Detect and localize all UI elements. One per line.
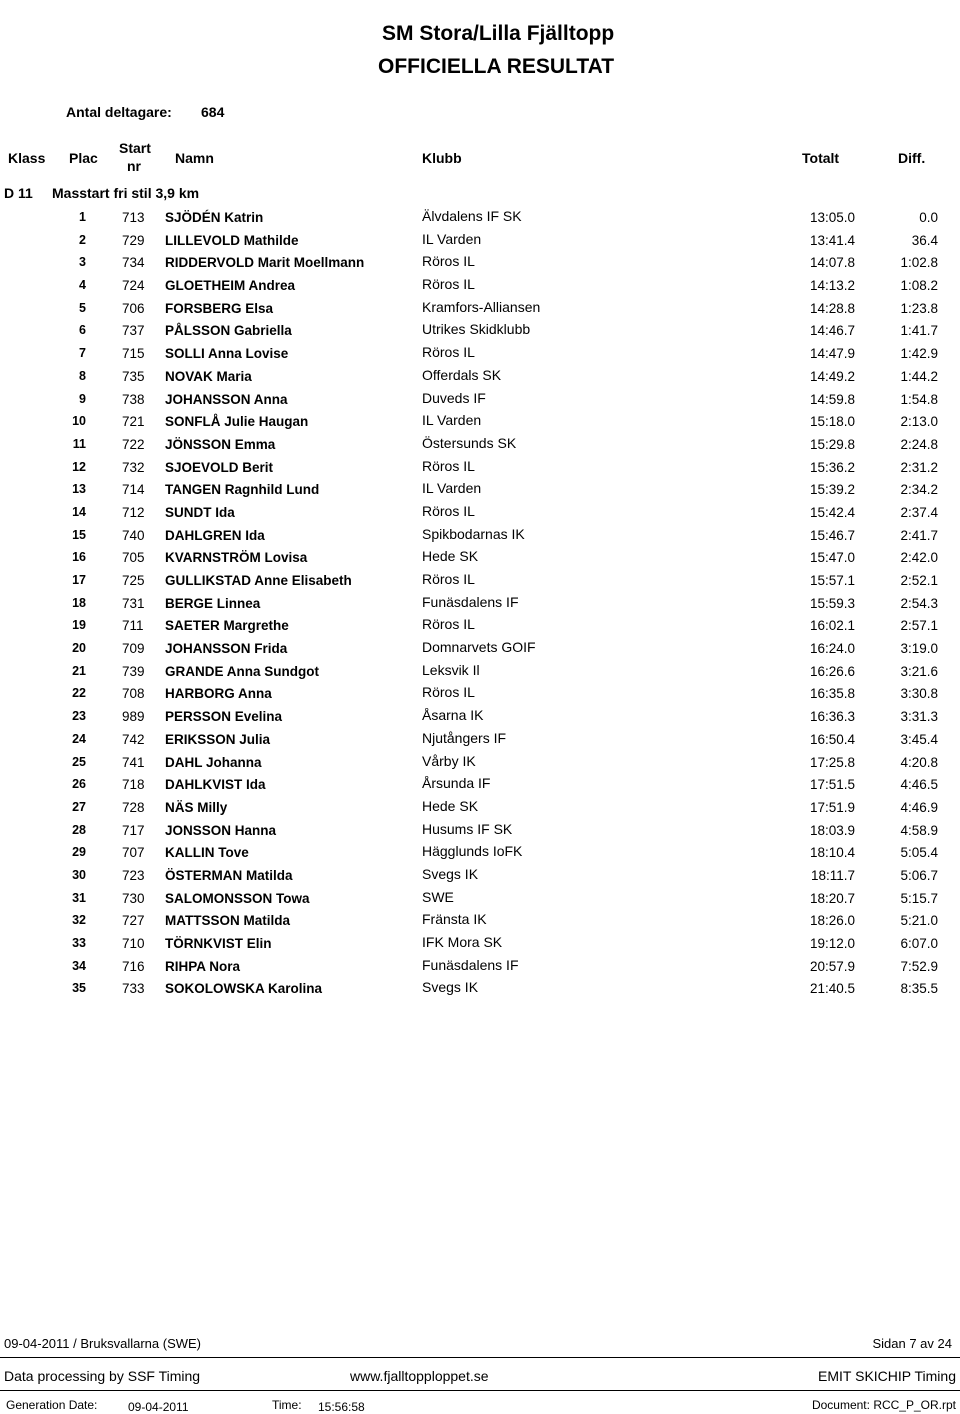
row-total-time: 15:18.0 <box>809 414 855 430</box>
row-place: 33 <box>72 936 86 950</box>
row-start-number: 737 <box>122 323 145 339</box>
row-start-number: 731 <box>122 595 145 611</box>
row-club: Leksvik Il <box>422 661 480 678</box>
table-row <box>0 593 960 616</box>
table-row <box>0 252 960 275</box>
row-club: Röros IL <box>422 276 475 293</box>
row-place: 24 <box>72 731 86 746</box>
row-club: Röros IL <box>422 344 475 361</box>
row-diff-time: 2:42.0 <box>900 550 938 566</box>
row-start-number: 713 <box>122 210 145 225</box>
table-row <box>0 343 960 366</box>
row-start-number: 723 <box>122 867 145 883</box>
row-diff-time: 1:54.8 <box>900 391 938 407</box>
row-athlete-name: DAHLGREN Ida <box>165 527 265 543</box>
row-place: 23 <box>72 709 86 724</box>
row-total-time: 16:26.6 <box>809 663 855 679</box>
footer-time-value: 15:56:58 <box>318 1400 365 1414</box>
table-row <box>0 434 960 457</box>
row-club: Spikbodarnas IK <box>422 525 525 542</box>
row-place: 13 <box>72 482 86 497</box>
row-total-time: 21:40.5 <box>809 981 855 997</box>
row-athlete-name: ERIKSSON Julia <box>165 731 271 747</box>
row-place: 16 <box>72 550 86 565</box>
row-start-number: 989 <box>122 709 145 725</box>
row-start-number: 741 <box>122 754 145 770</box>
row-athlete-name: DAHL Johanna <box>165 754 262 770</box>
table-row <box>0 956 960 979</box>
row-start-number: 707 <box>122 845 145 861</box>
row-athlete-name: KVARNSTRÖM Lovisa <box>165 550 308 566</box>
row-total-time: 17:25.8 <box>809 754 855 770</box>
footer-gen-date-label: Generation Date: <box>6 1398 98 1412</box>
footer-gen-date-value: 09-04-2011 <box>128 1400 189 1414</box>
row-start-number: 715 <box>122 346 145 362</box>
row-total-time: 15:47.0 <box>809 550 855 566</box>
page-title: SM Stora/Lilla Fjälltopp <box>382 22 615 45</box>
row-club: IFK Mora SK <box>422 934 503 950</box>
row-diff-time: 2:41.7 <box>900 527 938 543</box>
row-total-time: 16:02.1 <box>809 618 855 634</box>
row-start-number: 716 <box>122 958 145 974</box>
row-diff-time: 0.0 <box>919 210 938 225</box>
row-club: SWE <box>422 888 454 905</box>
footer-processing: Data processing by SSF Timing <box>4 1368 201 1384</box>
row-diff-time: 7:52.9 <box>900 958 938 974</box>
row-total-time: 16:50.4 <box>809 731 855 747</box>
table-row <box>0 865 960 888</box>
participants-label: Antal deltagare: <box>66 104 172 120</box>
table-row <box>0 275 960 298</box>
row-total-time: 14:47.9 <box>809 346 855 362</box>
row-start-number: 729 <box>122 232 145 248</box>
row-place: 10 <box>72 414 86 429</box>
row-start-number: 717 <box>122 822 145 838</box>
footer-website: www.fjalltopploppet.se <box>350 1368 489 1384</box>
row-start-number: 739 <box>122 663 145 679</box>
footer-timing: EMIT SKICHIP Timing <box>818 1368 956 1384</box>
table-row <box>0 888 960 911</box>
row-club: Husums IF SK <box>422 820 513 837</box>
row-total-time: 14:28.8 <box>809 300 855 316</box>
row-start-number: 712 <box>122 504 145 520</box>
row-club: Röros IL <box>422 457 475 474</box>
row-diff-time: 4:58.9 <box>900 822 938 838</box>
table-row <box>0 820 960 843</box>
col-header-namn: Namn <box>175 150 214 166</box>
col-header-totalt: Totalt <box>802 150 840 166</box>
row-place: 22 <box>72 686 86 701</box>
row-start-number: 718 <box>122 777 145 793</box>
row-start-number: 710 <box>122 936 145 951</box>
row-club: Funäsdalens IF <box>422 956 519 973</box>
row-club: Svegs IK <box>422 865 479 882</box>
row-diff-time: 2:54.3 <box>900 595 938 611</box>
row-club: Kramfors-Alliansen <box>422 298 541 315</box>
row-athlete-name: JONSSON Hanna <box>165 822 277 838</box>
table-row <box>0 502 960 525</box>
row-start-number: 711 <box>122 618 144 634</box>
row-place: 4 <box>79 278 86 293</box>
row-start-number: 732 <box>122 459 145 475</box>
footer-document: Document: RCC_P_OR.rpt <box>811 1398 956 1412</box>
row-total-time: 14:07.8 <box>809 255 855 271</box>
table-row <box>0 230 960 253</box>
row-place: 6 <box>79 323 86 338</box>
row-start-number: 735 <box>122 368 145 384</box>
row-total-time: 16:24.0 <box>809 641 855 657</box>
row-athlete-name: PÅLSSON Gabriella <box>165 323 292 339</box>
row-club: Fränsta IK <box>422 911 487 928</box>
row-club: Hede SK <box>422 548 479 565</box>
col-header-klubb: Klubb <box>422 150 462 166</box>
row-club: IL Varden <box>422 230 482 247</box>
row-diff-time: 1:41.7 <box>900 323 938 339</box>
row-diff-time: 5:15.7 <box>900 890 938 906</box>
row-diff-time: 4:20.8 <box>900 754 938 770</box>
row-athlete-name: SJÖDÉN Katrin <box>165 210 264 225</box>
row-athlete-name: RIHPA Nora <box>165 958 241 974</box>
table-row <box>0 457 960 480</box>
row-place: 21 <box>72 663 86 678</box>
table-row <box>0 547 960 570</box>
table-row <box>0 842 960 865</box>
row-start-number: 708 <box>122 686 145 702</box>
row-place: 29 <box>72 845 86 860</box>
row-place: 35 <box>72 981 86 996</box>
row-total-time: 14:49.2 <box>809 368 855 384</box>
col-header-plac: Plac <box>69 150 98 166</box>
row-athlete-name: NÄS Milly <box>165 799 228 815</box>
row-diff-time: 1:42.9 <box>900 346 938 362</box>
row-place: 19 <box>72 618 86 633</box>
table-row <box>0 910 960 933</box>
row-start-number: 722 <box>122 436 145 452</box>
table-row <box>0 638 960 661</box>
row-athlete-name: SOKOLOWSKA Karolina <box>165 981 323 997</box>
row-club: Östersunds SK <box>422 434 517 451</box>
row-club: IL Varden <box>422 480 482 497</box>
row-diff-time: 3:31.3 <box>900 709 938 725</box>
table-row <box>0 661 960 684</box>
row-diff-time: 6:07.0 <box>900 936 938 951</box>
row-total-time: 18:20.7 <box>809 890 855 906</box>
row-start-number: 725 <box>122 573 145 588</box>
table-row <box>0 320 960 343</box>
row-place: 7 <box>79 346 86 361</box>
row-athlete-name: MATTSSON Matilda <box>165 913 291 929</box>
table-row <box>0 933 960 956</box>
row-start-number: 742 <box>122 731 145 747</box>
row-athlete-name: LILLEVOLD Mathilde <box>165 232 299 248</box>
row-diff-time: 3:21.6 <box>900 663 938 679</box>
row-start-number: 740 <box>122 527 145 543</box>
row-diff-time: 4:46.5 <box>900 777 938 793</box>
table-row <box>0 729 960 752</box>
row-place: 15 <box>72 527 86 542</box>
row-athlete-name: TÖRNKVIST Elin <box>165 936 272 951</box>
row-athlete-name: NOVAK Maria <box>165 368 252 384</box>
row-athlete-name: PERSSON Evelina <box>165 709 283 725</box>
row-start-number: 706 <box>122 300 145 316</box>
row-place: 12 <box>72 459 86 474</box>
row-athlete-name: BERGE Linnea <box>165 595 261 611</box>
row-total-time: 15:36.2 <box>809 459 855 475</box>
row-diff-time: 1:44.2 <box>900 368 938 384</box>
row-place: 8 <box>79 368 86 383</box>
row-club: Älvdalens IF SK <box>422 208 522 224</box>
footer-divider-top <box>0 1357 960 1358</box>
table-row <box>0 797 960 820</box>
row-total-time: 15:59.3 <box>809 595 855 611</box>
row-place: 30 <box>72 867 86 882</box>
table-row <box>0 752 960 775</box>
row-diff-time: 3:19.0 <box>900 641 938 657</box>
row-total-time: 18:26.0 <box>809 913 855 929</box>
participants-count: 684 <box>201 104 225 120</box>
table-row <box>0 978 960 1001</box>
row-club: Offerdals SK <box>422 366 502 383</box>
row-athlete-name: GLOETHEIM Andrea <box>165 278 296 294</box>
row-total-time: 16:35.8 <box>809 686 855 702</box>
row-total-time: 14:46.7 <box>809 323 855 339</box>
footer-divider-bottom <box>0 1390 960 1391</box>
row-athlete-name: GRANDE Anna Sundgot <box>165 663 319 679</box>
table-row <box>0 411 960 434</box>
row-start-number: 727 <box>122 913 145 929</box>
row-diff-time: 1:08.2 <box>900 278 938 294</box>
row-total-time: 13:41.4 <box>809 232 855 248</box>
row-athlete-name: SAETER Margrethe <box>165 618 289 634</box>
row-place: 1 <box>79 210 86 224</box>
row-club: Duveds IF <box>422 389 486 406</box>
row-club: Svegs IK <box>422 979 479 996</box>
row-place: 28 <box>72 822 86 837</box>
row-club: Utrikes Skidklubb <box>422 321 531 338</box>
table-row <box>0 298 960 321</box>
row-total-time: 18:11.7 <box>810 867 855 883</box>
row-club: Hägglunds IoFK <box>422 843 523 860</box>
row-diff-time: 4:46.9 <box>900 799 938 815</box>
class-name: Masstart fri stil 3,9 km <box>52 185 200 201</box>
row-club: Hede SK <box>422 797 479 814</box>
row-total-time: 18:10.4 <box>809 845 855 861</box>
footer-time-label: Time: <box>272 1398 302 1412</box>
row-total-time: 14:59.8 <box>809 391 855 407</box>
row-athlete-name: SALOMONSSON Towa <box>165 890 310 906</box>
row-club: IL Varden <box>422 412 482 429</box>
table-row <box>0 615 960 638</box>
row-place: 27 <box>72 799 86 814</box>
row-total-time: 15:29.8 <box>809 436 855 452</box>
row-start-number: 714 <box>122 482 145 498</box>
row-diff-time: 2:52.1 <box>900 573 938 588</box>
row-place: 34 <box>72 958 86 973</box>
row-total-time: 19:12.0 <box>809 936 855 951</box>
table-row <box>0 570 960 593</box>
table-row <box>0 479 960 502</box>
table-row <box>0 683 960 706</box>
row-athlete-name: SOLLI Anna Lovise <box>165 346 289 362</box>
row-place: 5 <box>79 300 86 315</box>
row-start-number: 728 <box>122 799 145 815</box>
results-table <box>0 207 960 1001</box>
row-athlete-name: RIDDERVOLD Marit Moellmann <box>165 255 365 271</box>
row-start-number: 724 <box>122 278 145 294</box>
row-diff-time: 5:06.7 <box>900 867 938 883</box>
row-diff-time: 2:57.1 <box>900 618 938 634</box>
table-row <box>0 706 960 729</box>
row-club: Njutångers IF <box>422 729 507 746</box>
row-diff-time: 2:34.2 <box>900 482 938 498</box>
row-diff-time: 2:31.2 <box>900 459 938 475</box>
row-diff-time: 8:35.5 <box>900 981 938 997</box>
row-diff-time: 36.4 <box>911 232 938 248</box>
row-total-time: 20:57.9 <box>809 958 855 974</box>
row-athlete-name: SUNDT Ida <box>165 504 235 520</box>
row-club: Röros IL <box>422 684 475 701</box>
row-place: 14 <box>72 504 86 519</box>
row-total-time: 15:39.2 <box>809 482 855 498</box>
footer-page-number: Sidan 7 av 24 <box>872 1336 952 1351</box>
row-athlete-name: ÖSTERMAN Matilda <box>165 867 293 883</box>
table-row <box>0 525 960 548</box>
row-start-number: 705 <box>122 550 145 566</box>
row-place: 20 <box>72 641 86 656</box>
table-row <box>0 207 960 230</box>
footer-date-place: 09-04-2011 / Bruksvallarna (SWE) <box>4 1336 202 1351</box>
row-diff-time: 2:24.8 <box>900 436 938 452</box>
row-diff-time: 3:45.4 <box>900 731 938 747</box>
row-start-number: 734 <box>122 255 145 271</box>
row-diff-time: 1:23.8 <box>900 300 938 316</box>
row-athlete-name: JOHANSSON Anna <box>165 391 288 407</box>
row-athlete-name: KALLIN Tove <box>165 845 249 861</box>
row-athlete-name: FORSBERG Elsa <box>165 300 274 316</box>
row-athlete-name: SONFLÅ Julie Haugan <box>165 414 309 430</box>
page-subtitle: OFFICIELLA RESULTAT <box>378 55 615 78</box>
row-diff-time: 3:30.8 <box>900 686 938 702</box>
row-place: 11 <box>72 436 86 451</box>
row-start-number: 730 <box>122 890 145 906</box>
row-athlete-name: DAHLKVIST Ida <box>165 777 266 793</box>
row-place: 9 <box>79 391 86 406</box>
row-place: 26 <box>72 777 86 792</box>
row-total-time: 15:46.7 <box>809 527 855 543</box>
row-total-time: 17:51.5 <box>809 777 855 793</box>
class-code: D 11 <box>4 185 33 201</box>
row-total-time: 18:03.9 <box>809 822 855 838</box>
col-header-diff: Diff. <box>898 150 926 166</box>
row-athlete-name: SJOEVOLD Berit <box>165 459 274 475</box>
row-total-time: 14:13.2 <box>809 278 855 294</box>
row-total-time: 15:57.1 <box>809 573 855 588</box>
row-club: Röros IL <box>422 253 475 270</box>
row-diff-time: 2:13.0 <box>900 414 938 430</box>
row-place: 17 <box>72 573 86 587</box>
row-place: 25 <box>72 754 86 769</box>
row-start-number: 738 <box>122 391 145 407</box>
row-club: Årsunda IF <box>422 775 491 792</box>
row-club: Röros IL <box>422 616 475 633</box>
row-athlete-name: JOHANSSON Frida <box>165 641 288 657</box>
row-athlete-name: HARBORG Anna <box>165 686 272 702</box>
row-club: Domnarvets GOIF <box>422 639 536 656</box>
row-diff-time: 5:05.4 <box>900 845 938 861</box>
table-row <box>0 774 960 797</box>
row-place: 2 <box>79 232 86 247</box>
row-total-time: 16:36.3 <box>809 709 855 725</box>
row-athlete-name: GULLIKSTAD Anne Elisabeth <box>165 573 352 588</box>
row-total-time: 17:51.9 <box>809 799 855 815</box>
row-total-time: 15:42.4 <box>809 504 855 520</box>
row-place: 31 <box>72 890 86 905</box>
row-athlete-name: JÖNSSON Emma <box>165 436 276 452</box>
col-header-klass: Klass <box>8 150 46 166</box>
row-place: 32 <box>72 913 86 928</box>
row-diff-time: 5:21.0 <box>900 913 938 929</box>
row-diff-time: 2:37.4 <box>900 504 938 520</box>
row-athlete-name: TANGEN Ragnhild Lund <box>165 482 320 498</box>
row-place: 18 <box>72 595 86 610</box>
row-club: Funäsdalens IF <box>422 593 519 610</box>
table-row <box>0 366 960 389</box>
col-header-start: Start <box>119 140 151 156</box>
row-place: 3 <box>79 255 86 270</box>
row-total-time: 13:05.0 <box>809 210 855 225</box>
row-start-number: 733 <box>122 981 145 997</box>
col-header-nr: nr <box>127 158 141 174</box>
row-club: Röros IL <box>422 502 475 519</box>
row-diff-time: 1:02.8 <box>900 255 938 271</box>
row-club: Röros IL <box>422 571 475 587</box>
table-row <box>0 389 960 412</box>
row-start-number: 721 <box>122 414 145 430</box>
row-club: Vårby IK <box>422 752 476 769</box>
row-start-number: 709 <box>122 641 145 657</box>
row-club: Åsarna IK <box>422 707 484 724</box>
